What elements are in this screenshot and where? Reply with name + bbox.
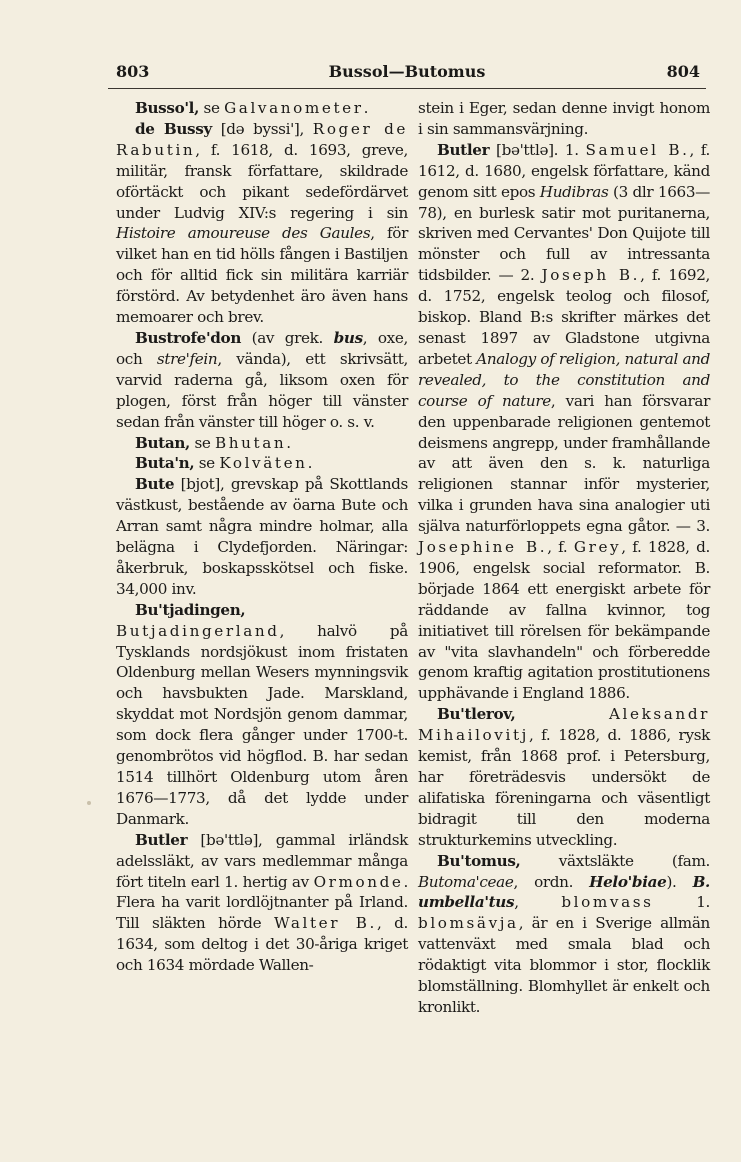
headword: Butler — [135, 830, 188, 849]
headword: Busso'l, — [135, 99, 200, 117]
right-column — [418, 98, 710, 1018]
headword: Bu'tlerov, — [437, 705, 516, 724]
headword: Bu'tjadingen, — [135, 600, 246, 619]
headword: Butan, — [135, 433, 190, 452]
page-number-left: 803 — [116, 62, 150, 81]
entry-bustrofedon: Bustrofe'don (av grek. bus, oxe, och stre'fein, vända), ett skrivsätt, varvid raderna gå, liksom oxen för plogen, först från höger till vänster sedan från vänster till höger o. s. v. — [116, 328, 408, 431]
headword: Buta'n, — [135, 454, 195, 473]
running-header — [110, 58, 704, 88]
entry-bute: Bute [bjot], grevskap på Skottlands västkust, bestående av öarna Bute och Arran samt några mindre holmar, alla belägna i Clydefjorden. Näringar: åkerbruk, boskapsskötsel och fiske. 34,000 inv. — [116, 475, 408, 598]
headword: Butler — [437, 140, 490, 159]
entry-continuation: stein i Eger, sedan denne invigt honom i sin sammansvärjning. — [418, 99, 710, 138]
headword: Bustrofe'don — [135, 328, 242, 347]
header-rule — [108, 88, 706, 89]
page-number-right: 804 — [666, 62, 700, 81]
entry-butan: Butan, se Bhutan. — [135, 433, 291, 452]
entry-butomus: Bu'tomus, växtsläkte (fam. Butoma'ceae, ordn. Helo'biae). B. umbella'tus, blomvass 1. blomsävja, är en i Sverige allmän vattenväxt med smala blad och rödaktigt vita blommor i stor, flocklik blomställning. Blomhyllet är enkelt och kronlikt. — [418, 851, 710, 1016]
page-title: Bussol—Butomus — [328, 62, 486, 81]
headword: Bute — [135, 475, 175, 494]
headword: Bu'tomus, — [437, 851, 521, 870]
left-column — [116, 98, 408, 976]
entry-de-bussy: de Bussy [də byssi'], Roger de Rabutin, f. 1618, d. 1693, greve, militär, fransk författare, skildrade oförtäckt och pikant sedefördärvet under Ludvig XIV:s regering i sin Histoire amoureuse des Gaules, för vilket han en tid hölls fången i Bastiljen och för alltid fick sin militära karriär förstörd. Av betydenhet äro även hans memoarer och brev. — [116, 119, 408, 327]
entry-butlerov: Bu'tlerov, Aleksandr Mihailovitj, f. 1828, d. 1886, rysk kemist, från 1868 prof. i Petersburg, har företrädesvis undersökt de alifatiska föreningarna och väsentligt bidragit till den moderna strukturkemins utveckling. — [418, 705, 710, 849]
headword: de Bussy — [135, 119, 212, 138]
entry-butan-chem: Buta'n, se Kolväten. — [135, 454, 313, 473]
entry-butler-persons: Butler [bə'ttlə]. 1. Samuel B., f. 1612, d. 1680, engelsk författare, känd genom sitt epos Hudibras (3 dlr 1663—78), en burlesk satir mot puritanerna, skriven med Cervantes' Don Quijote till mönster och full av intressanta tidsbilder. — 2. Joseph B., f. 1692, d. 1752, engelsk teolog och filosof, biskop. Bland B:s skrifter märkes det senast 1897 av Gladstone utgivna arbetet Analogy of religion, natural and revealed, to the constitution and course of nature, vari han försvarar den uppenbarade religionen gentemot deismens angrepp, under framhållande av att även den s. k. naturliga religionen stannar inför mysterier, vilka i grunden hava sina analogier uti själva naturförloppets egna gåtor. — 3. Josephine B., f. Grey, f. 1828, d. 1906, engelsk social reformator. B. började 1864 ett energiskt arbete för räddande av fallna kvinnor, tog initiativet till rörelsen för bekämpande av "vita slavhandeln" och förberedde genom kraftig agitation prostitutionens upphävande i England 1886. — [418, 140, 711, 703]
entry-bussol: Busso'l, se Galvanometer. — [135, 99, 369, 117]
entry-butler-family: Butler [bə'ttlə], gammal irländsk adelssläkt, av vars medlemmar många fört titeln earl 1. hertig av Ormonde. Flera ha varit lordlöjtnanter på Irland. Till släkten hörde Walter B., d. 1634, som deltog i det 30-åriga kriget och 1634 mördade Wallen- — [116, 830, 408, 975]
paper-speck — [87, 801, 91, 805]
entry-butjadingen: Bu'tjadingen, Butjadingerland, halvö på Tysklands nordsjökust inom fristaten Oldenburg mellan Wesers mynningsvik och havsbukten Jade. Marskland, skyddat mot Nordsjön genom dammar, som dock flera gånger under 1700-t. genombrötos vid högflod. B. har sedan 1514 tillhört Oldenburg utom åren 1676—1773, då det lydde under Danmark. — [116, 600, 408, 828]
